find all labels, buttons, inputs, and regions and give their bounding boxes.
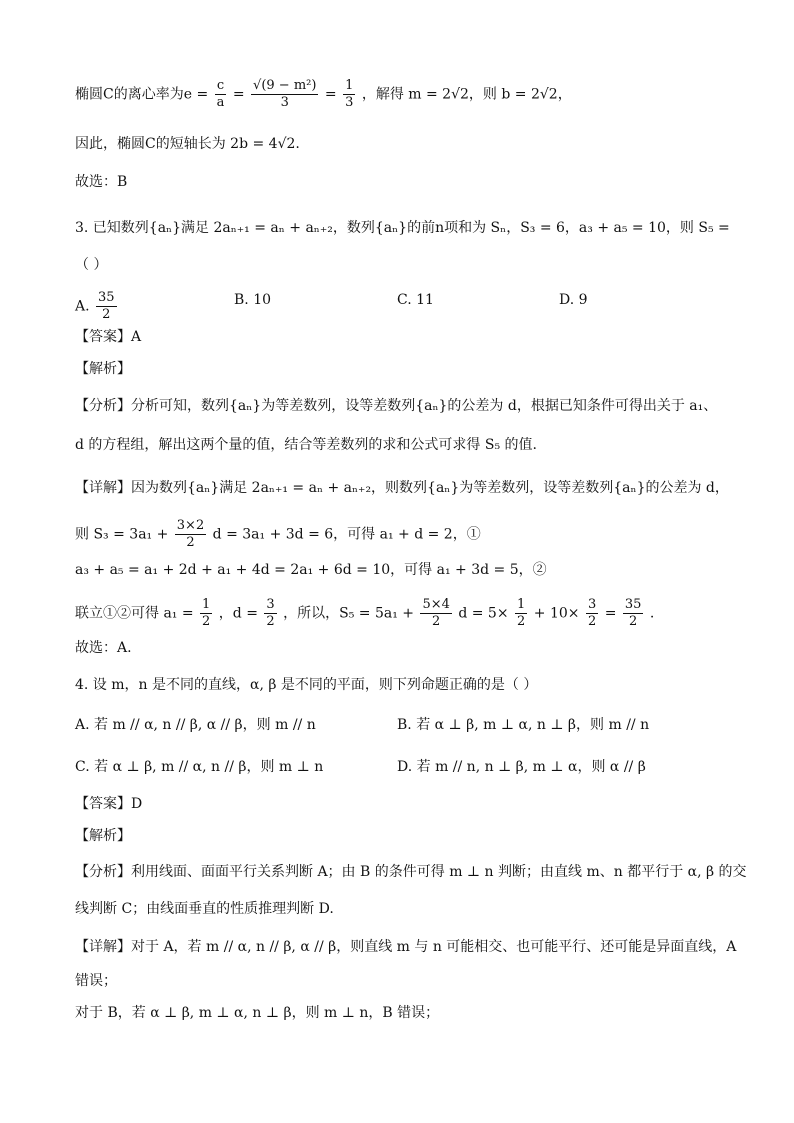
fraction: $\frac{c}{a}$ [216,78,225,110]
text-line: 故选：B [75,174,128,190]
question-3-paren: （ ） [75,257,108,273]
option-c: C. 11 [397,292,434,308]
detail-text: a₃ + a₅ = a₁ + 2d + a₁ + 4d = 2a₁ + 6d = 10，可得 a₁ + 3d = 5，② [75,562,547,578]
fraction: $\frac{1}{2}$ [517,597,526,629]
text-segment: 椭圆C的离心率为e = [75,86,213,103]
fraction: $\frac{1}{3}$ [345,78,354,110]
option-c: C. 若 α ⊥ β, m // α, n // β，则 m ⊥ n [75,759,324,775]
fraction: $\frac{3\times 2}{2}$ [176,518,205,550]
text-line: 椭圆C的离心率为e = $\frac{c}{a}$ = $\frac{\text{√(9 − m²)}}{3}$ = $\frac{1}{3}$ ，解得 m = 2√2，则 b = 2√2， [75,78,572,110]
fraction: $\frac{1}{2}$ [202,597,211,629]
fraction: $\frac{3}{2}$ [266,597,275,629]
detail-text: 联立①②可得 a₁ = $\frac{1}{2}$ ，d = $\frac{3}{2}$ ，所以，S₅ = 5a₁ + $\frac{5\times 4}{2}$ d = 5× $\frac{1}{2}$ + 10× $\frac{3}{2}$ = $\frac{35}{2}$ . [75,597,655,629]
detail-text: 【详解】因为数列{aₙ}满足 2aₙ₊₁ = aₙ + aₙ₊₂，则数列{aₙ}为等差数列，设等差数列{aₙ}的公差为 d， [75,480,729,496]
fraction: $\frac{5\times 4}{2}$ [422,597,450,629]
detail-text: 对于 B，若 α ⊥ β, m ⊥ α, n ⊥ β，则 m ⊥ n，B 错误； [75,1005,440,1021]
detail-text: 则 S₃ = 3a₁ + $\frac{3\times 2}{2}$ d = 3a₁ + 3d = 6，可得 a₁ + d = 2，① [75,518,481,550]
question-4: 4. 设 m，n 是不同的直线，α, β 是不同的平面，则下列命题正确的是（ ） [75,677,538,693]
detail-text: 错误； [75,973,117,989]
analysis-text: d 的方程组，解出这两个量的值，结合等差数列的求和公式可求得 S₅ 的值. [75,437,537,453]
detail-text: 故选：A. [75,640,132,656]
analysis-label: 【解析】 [75,828,131,844]
fraction: $\frac{\text{√(9 − m²)}}{3}$ [253,78,317,110]
analysis-label: 【解析】 [75,361,131,377]
answer-label: 【答案】A [75,329,142,345]
answer-label: 【答案】D [75,796,143,812]
option-a: A. 若 m // α, n // β, α // β，则 m // n [75,717,316,733]
option-b: B. 若 α ⊥ β, m ⊥ α, n ⊥ β，则 m // n [397,717,650,733]
option-d: D. 若 m // n, n ⊥ β, m ⊥ α，则 α // β [397,759,646,775]
option-a: A. $\frac{35}{2}$ [75,290,115,322]
fraction: $\frac{35}{2}$ [98,290,115,322]
option-b: B. 10 [234,292,272,308]
question-3: 3. 已知数列{aₙ}满足 2aₙ₊₁ = aₙ + aₙ₊₂，数列{aₙ}的前n项和为 Sₙ，S₃ = 6，a₃ + a₅ = 10，则 S₅ = [75,220,730,236]
fraction: $\frac{35}{2}$ [624,597,642,629]
text-line: 因此，椭圆C的短轴长为 2b = 4√2. [75,136,300,152]
analysis-text: 线判断 C；由线面垂直的性质推理判断 D. [75,901,334,917]
option-d: D. 9 [559,292,588,308]
analysis-text: 【分析】利用线面、面面平行关系判断 A；由 B 的条件可得 m ⊥ n 判断；由直线 m、n 都平行于 α, β 的交 [75,864,747,880]
analysis-text: 【分析】分析可知，数列{aₙ}为等差数列，设等差数列{aₙ}的公差为 d，根据已知条件可得出关于 a₁、 [75,398,718,414]
detail-text: 【详解】对于 A，若 m // α, n // β, α // β，则直线 m 与 n 可能相交、也可能平行、还可能是异面直线，A [75,939,737,955]
fraction: $\frac{3}{2}$ [587,597,597,629]
